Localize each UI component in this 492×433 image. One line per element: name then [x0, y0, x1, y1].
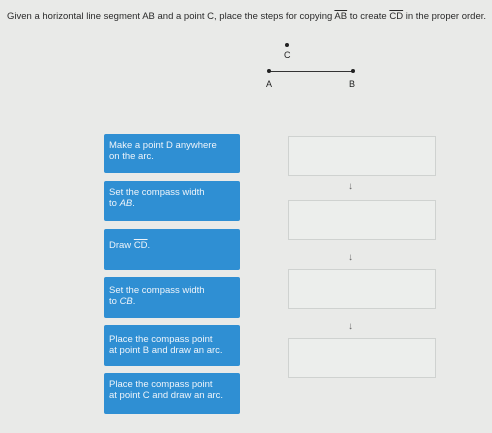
drop-slot-2[interactable]: [288, 200, 436, 240]
step-card-overline: $\overline{CD}$: [133, 240, 148, 251]
point-c-dot: [285, 43, 289, 47]
down-arrow-icon: ↓: [348, 321, 353, 332]
step-card-italic: AB: [119, 198, 133, 209]
segment-ab-label: $\overline{AB}$: [334, 11, 348, 22]
step-card-line: at point C and draw an arc.: [109, 390, 224, 401]
drop-slot-1[interactable]: [288, 136, 436, 176]
step-card-line: Make a point D anywhere: [109, 140, 217, 151]
segment-ab-line: [269, 71, 353, 72]
step-card-compass-at-c[interactable]: [104, 373, 240, 414]
step-card-set-width-cb[interactable]: [104, 277, 240, 318]
instruction-suffix: in the proper order.: [403, 11, 487, 22]
point-a-dot: [267, 69, 271, 73]
step-card-text: to: [109, 198, 120, 209]
step-card-text: .: [132, 296, 136, 307]
step-card-line: on the arc.: [109, 151, 154, 162]
step-card-italic: CB: [119, 296, 133, 307]
segment-cd-label: $\overline{CD}$: [389, 11, 404, 22]
step-card-line: Place the compass point: [109, 379, 213, 390]
step-card-line: Set the compass width: [109, 187, 205, 198]
point-b-dot: [351, 69, 355, 73]
step-card-compass-at-b[interactable]: [104, 325, 240, 366]
step-card-draw-cd[interactable]: [104, 229, 240, 270]
step-card-text: to: [109, 296, 120, 307]
down-arrow-icon: ↓: [348, 252, 353, 263]
step-card-make-point-d[interactable]: [104, 134, 240, 173]
step-card-text: Draw: [109, 240, 134, 251]
step-card-set-width-ab[interactable]: [104, 181, 240, 221]
step-card-text: .: [147, 240, 151, 251]
step-card-line: [109, 296, 235, 307]
point-c-label: C: [284, 50, 291, 60]
point-b-label: B: [349, 79, 356, 89]
drop-slot-3[interactable]: [288, 269, 436, 309]
instruction-prefix: Given a horizontal line segment AB and a point C, place the steps for copying: [7, 11, 335, 22]
drop-slot-4[interactable]: [288, 338, 436, 378]
step-card-text: .: [132, 198, 135, 209]
instruction-middle: to create: [347, 11, 390, 22]
geometry-figure: [0, 0, 492, 110]
step-card-line: Set the compass width: [109, 285, 205, 296]
point-a-label: A: [266, 79, 273, 89]
step-card-line: at point B and draw an arc.: [109, 345, 223, 356]
down-arrow-icon: ↓: [348, 181, 353, 192]
step-card-line: [109, 198, 235, 209]
step-card-line: Place the compass point: [109, 334, 213, 345]
